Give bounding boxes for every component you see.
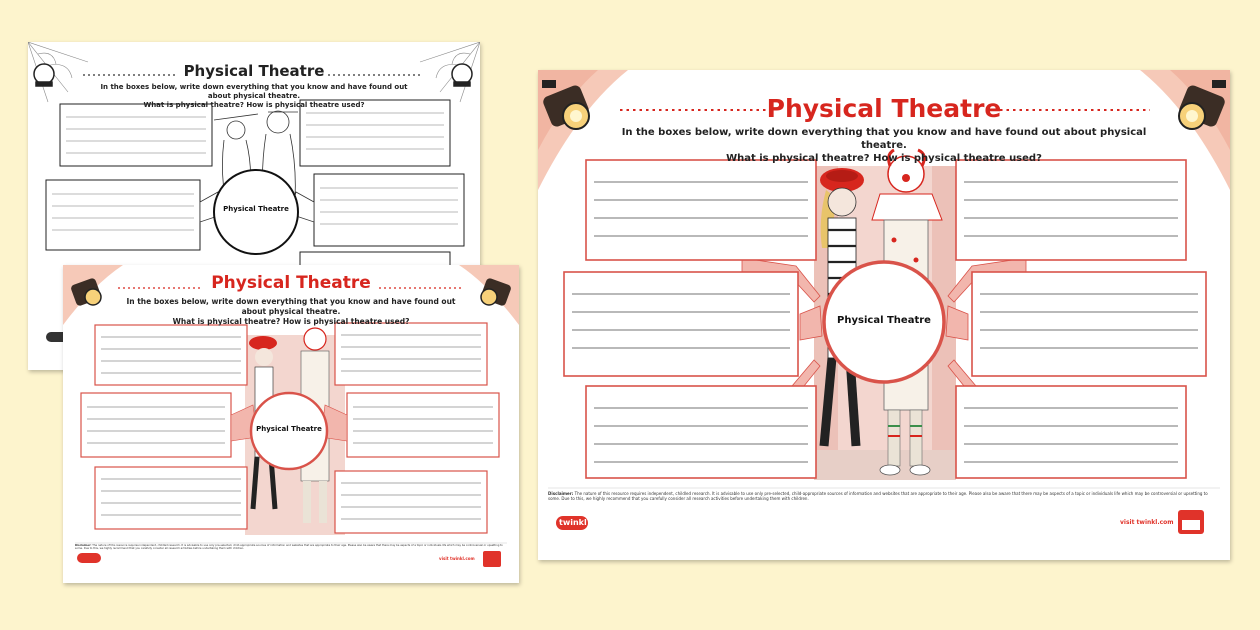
worksheet-preview-colour-large (538, 70, 1230, 560)
center-label: Physical Theatre (223, 205, 289, 213)
disclaimer: Disclaimer: The nature of this resource requires independent, childled research. It is advisable to use only pre-selected, child-appropriate sources of information and websites that are appropriate to their age. Please also be aware that there may be aspects of a topic or individuals life which may be controversial or upsetting to some. Due to this, we highly recommend that you carefully consider all research activities before undertaking them with children. (548, 491, 1208, 502)
instructions: In the boxes below, write down everything that you know and have found out about physical theatre. What is physical theatre? How is physical theatre used? (126, 297, 456, 326)
website-link[interactable]: visit twinkl.com (1120, 519, 1174, 526)
page-title: Physical Theatre (766, 94, 1002, 123)
quality-badge-icon (483, 551, 501, 567)
page-title: Physical Theatre (183, 62, 325, 80)
center-label: Physical Theatre (256, 425, 322, 433)
center-label: Physical Theatre (837, 315, 931, 326)
twinkl-logo-text: twinkl (559, 518, 587, 527)
twinkl-logo (77, 553, 101, 563)
disclaimer: Disclaimer: The nature of this resource requires independent, childled research. It is advisable to use only pre-selected, child-appropriate sources of information and websites that are appropriate to their age. Please also be aware that there may be aspects of a topic or individuals life which may be controversial or upsetting to some. Due to this, we highly recommend that you carefully consider all research activities before undertaking them with children. (75, 544, 503, 551)
page-title: Physical Theatre (211, 273, 371, 293)
instructions: In the boxes below, write down everything that you know and have found out about physical theatre. What is physical theatre? How is physical theatre used? (100, 83, 408, 110)
worksheet-preview-colour-small (63, 265, 519, 583)
instructions: In the boxes below, write down everything that you know and have found out about physical theatre. What is physical theatre? How is physical theatre used? (621, 127, 1147, 164)
website-link[interactable]: visit twinkl.com (439, 556, 475, 561)
